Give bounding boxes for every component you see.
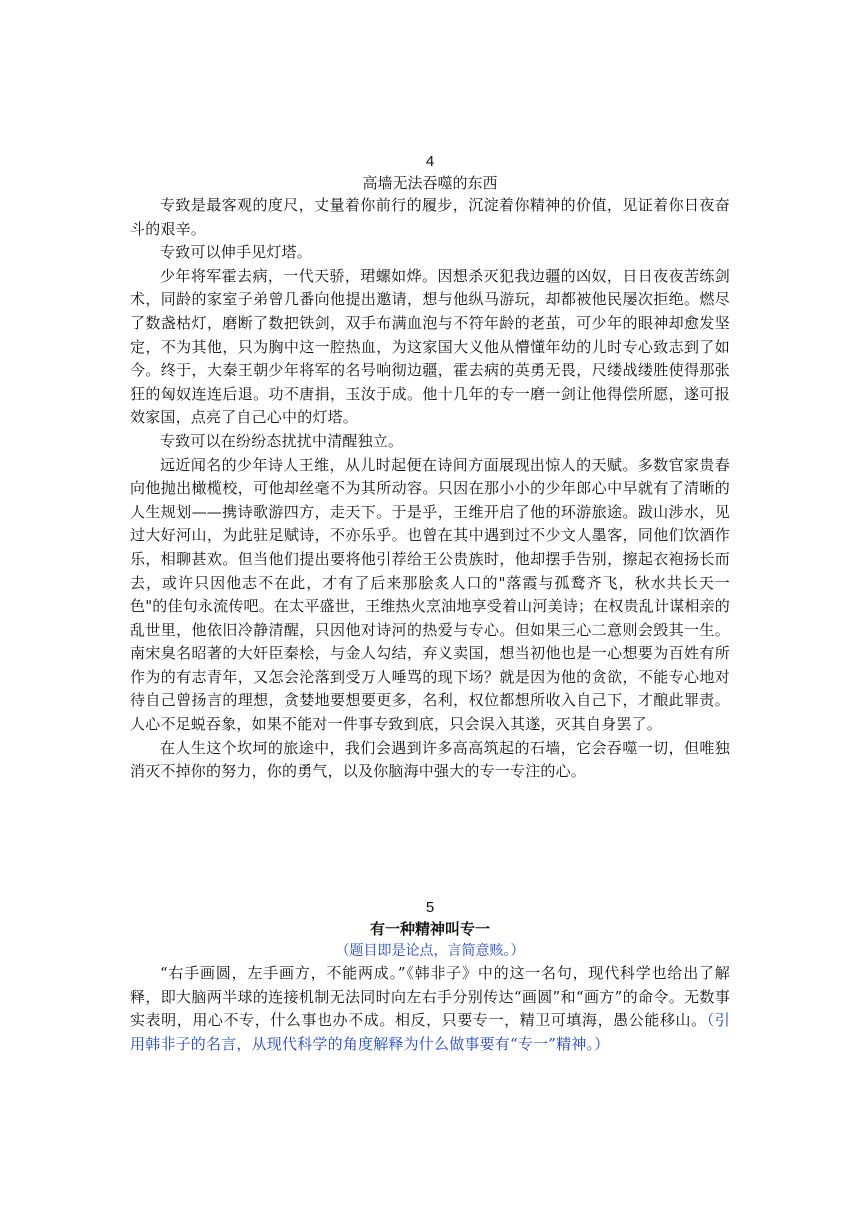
essay-5: [130, 898, 730, 1056]
essay-4: [130, 152, 730, 784]
essay-number: 5: [425, 899, 435, 916]
paragraph: 专致是最客观的度尺，丈量着你前行的履步，沉淀着你精神的价值，见证着你日夜奋斗的艰辛。: [130, 196, 730, 238]
paragraph: [130, 962, 730, 1056]
essay-number: 4: [425, 153, 435, 170]
paragraph: 专致可以伸手见灯塔。: [160, 243, 313, 262]
paragraph-annotation: （引用韩非子的名言，从现代科学的角度解释为什么做事要有“专一”精神。）: [130, 1011, 731, 1053]
paragraph-text: “右手画圆，左手画方，不能两成。”《韩非子》中的这一名句，现代科学也给出了解释，即大脑两半球的连接机制无法同时向左右手分别传达“画圆”和“画方”的命令。无数事实表明，用心不专，什么事也办不成。相反，只要专一，精卫可填海，愚公能移山。: [130, 964, 730, 1030]
essay-title: 有一种精神叫专一: [369, 920, 490, 938]
paragraph: 远近闻名的少年诗人王维，从儿时起便在诗间方面展现出惊人的天赋。多数官家贵春向他抛出橄榄校，可他却丝毫不为其所动容。只因在那小小的少年郎心中早就有了清晰的人生规划——携诗歌游四方，走天下。于是乎，王维开启了他的环游旅途。跋山涉水，见过大好河山，为此驻足赋诗，不亦乐乎。也曾在其中遇到过不少文人墨客，同他们饮酒作乐，相聊甚欢。但当他们提出要将他引荐给王公贵族时，他却摆手告别，擦起衣袍扬长而去，或许只因他志不在此，才有了后来那脍炙人口的"落霞与孤鹜齐飞，秋水共长天一色"的佳句永流传吧。在太平盛世，王维热火烹油地享受着山河美诗；在权贵乱计谋相亲的乱世里，他依旧冷静清醒，只因他对诗河的热爱与专心。但如果三心二意则会毁其一生。南宋臭名昭著的大奸臣秦桧，与金人勾结，弃义卖国，想当初他也是一心想要为百姓有所作为的有志青年，又怎会沦落到受万人唾骂的现下场？就是因为他的贪欲，不能专心地对待自己曾扬言的理想，贪婪地要想要更多，名利，权位都想所收入自己下，才酿此罪责。人心不足蜕吞象，如果不能对一件事专致到底，只会误入其遂，灭其自身罢了。: [130, 455, 730, 734]
paragraph: 专致可以在纷纷态扰扰中清醒独立。: [160, 431, 404, 450]
essay-title: 高墙无法吞噬的东西: [362, 174, 498, 192]
paragraph: 少年将军霍去病，一代天骄，珺螺如烨。因想杀灭犯我边疆的凶奴，日日夜夜苦练剑术，同龄的家室子弟曾几番向他提出邀请，想与他纵马游玩，却都被他民屡次拒绝。燃尽了数盏枯灯，磨断了数把铁剑，双手布满血泡与不符年龄的老茧，可少年的眼神却愈发坚定，不为其他，只为胸中这一腔热血，为这家国大义他从懵懂年幼的儿时专心致志到了如今。终于，大秦王朝少年将军的名号响彻边疆，霍去病的英勇无畏，尺缕战缕胜使得那张狂的匈奴连连后退。功不唐捐，玉汝于成。他十几年的专一磨一剑让他得偿所愿，遂可报效家国，点亮了自己心中的灯塔。: [130, 266, 730, 427]
paragraph: 在人生这个坎坷的旅途中，我们会遇到许多高高筑起的石墙，它会吞噬一切，但唯独消灭不掉你的努力，你的勇气，以及你脑海中强大的专一专注的心。: [130, 738, 730, 781]
title-annotation: （题目即是论点，言简意赅。）: [335, 943, 525, 959]
